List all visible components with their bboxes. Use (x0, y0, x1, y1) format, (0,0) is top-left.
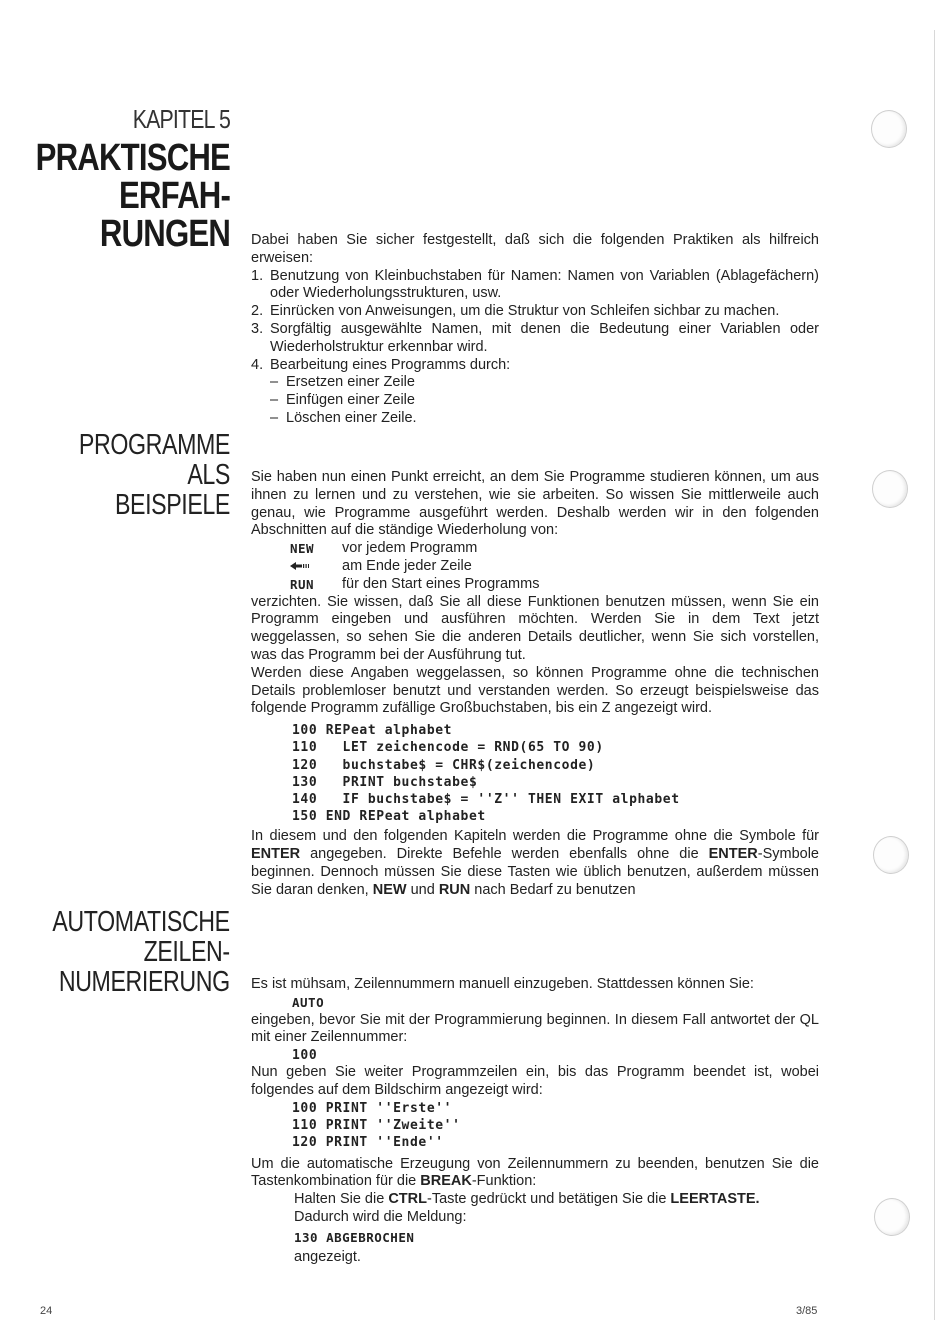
section-heading-numerierung-line-2: ZEILEN- (143, 936, 230, 968)
enter-key-icon (290, 561, 312, 571)
auto-command: AUTO (292, 994, 325, 1010)
code-line: 150 END REPeat alphabet (292, 809, 486, 825)
section-praktiken-intro: Dabei haben Sie sicher festgestellt, daß sich die folgenden Praktiken als hilfreich erweisen: (251, 232, 819, 266)
section-heading-numerierung-line-3: NUMERIERUNG (59, 966, 230, 998)
page-edge-line (934, 30, 935, 1320)
code-line: 120 PRINT ''Ende'' (292, 1135, 444, 1151)
paragraph: Sie haben nun einen Punkt erreicht, an dem Sie Programme studieren können, um aus ihnen zu lernen und zu verstehen, wie sie arbeiten. So wissen Sie mittlerweile auch genau, wie Programme ausgeführt werden. Deshalb werden wir in den folgenden Abschnitten auf die ständige Wiederholung von: (251, 469, 819, 539)
code-line: 130 PRINT buchstabe$ (292, 774, 478, 790)
code-line: 140 IF buchstabe$ = ''Z'' THEN EXIT alphabet (292, 791, 680, 807)
paragraph: Um die automatische Erzeugung von Zeilennummern zu beenden, benutzen Sie die Tastenkombination für die BREAK-Funktion: (251, 1155, 819, 1190)
code-line: 120 buchstabe$ = CHR$(zeichencode) (292, 757, 596, 773)
sub-list-item: – Einfügen einer Zeile (270, 392, 415, 409)
chapter-heading (0, 104, 230, 253)
paragraph: Es ist mühsam, Zeilennummern manuell einzugeben. Stattdessen können Sie: (251, 976, 754, 992)
list-item: 3. Sorgfältig ausgewählte Namen, mit denen die Bedeutung einer Variablen oder Wiederholstruktur erkennbar wird. (251, 320, 819, 355)
code-line: 110 LET zeichencode = RND(65 TO 90) (292, 740, 604, 756)
paragraph: eingeben, bevor Sie mit der Programmierung beginnen. In diesem Fall antwortet der QL mit einer Zeilennummer: (251, 1011, 819, 1046)
section-beispiele (251, 469, 819, 900)
paragraph: Werden diese Angaben weggelassen, so können Programme ohne die technischen Details problemloser benutzt und verstanden werden. So erzeugt beispielsweise das folgende Programm zufällige Großbuchstaben, bis ein Z angezeigt wird. (251, 664, 819, 717)
break-message: 130 ABGEBROCHEN (294, 1229, 415, 1245)
list-item: am Ende jeder Zeile (251, 558, 819, 576)
section-praktiken (251, 232, 819, 428)
paragraph: verzichten. Sie wissen, daß Sie all diese Funktionen benutzen müssen, wenn Sie ein Programm eingeben und ausführen möchten. Werden Sie in dem Text jetzt weggelassen, so sehen Sie die anderen Details deutlicher, wenn Sie sich vorstellen, was das Programm bei der Ausführung tut. (251, 593, 819, 663)
list-item: 1. Benutzung von Kleinbuchstaben für Namen: Namen von Variablen (Ablagefächern) oder Wiederholungsstrukturen, usw. (251, 267, 819, 302)
code-line: 100 REPeat alphabet (292, 723, 453, 739)
sub-list-item: – Ersetzen einer Zeile (270, 374, 415, 391)
binder-hole-3 (873, 836, 909, 874)
section-heading-beispiele-line-2: BEISPIELE (114, 489, 230, 521)
list-item: 4. Bearbeitung eines Programms durch: (251, 356, 511, 373)
chapter-title-line-1: PRAKTISCHE (35, 137, 230, 179)
section-numerierung (251, 976, 819, 1266)
sub-list-item: – Löschen einer Zeile. (270, 409, 417, 426)
section-heading-numerierung (8, 907, 230, 997)
list-item: RUN für den Start eines Programms (290, 575, 540, 592)
list-item: NEW vor jedem Programm (290, 540, 478, 557)
binder-hole-1 (871, 110, 907, 148)
line-number-100: 100 (292, 1048, 318, 1064)
chapter-title-line-3: RUNGEN (99, 213, 231, 255)
code-line: 100 PRINT ''Erste'' (292, 1100, 453, 1116)
binder-hole-2 (872, 470, 908, 508)
break-instructions: Halten Sie die CTRL-Taste gedrückt und betätigen Sie die LEERTASTE. Dadurch wird die Meldung: 130 ABGEBROCHEN angezeigt. (251, 1191, 819, 1266)
code-block-alphabet (251, 722, 819, 825)
paragraph: In diesem und den folgenden Kapiteln werden die Programme ohne die Symbole für ENTER angegeben. Direkte Befehle werden ebenfalls ohne die ENTER-Symbole beginnen. Dennoch müssen Sie diese Tasten wie üblich benutzen, außerdem müssen Sie daran denken, NEW und RUN nach Bedarf zu benutzen (251, 828, 819, 898)
section-heading-beispiele (0, 430, 230, 520)
list-item: 2. Einrücken von Anweisungen, um die Struktur von Schleifen sichbar zu machen. (251, 303, 780, 320)
section-heading-numerierung-line-1: AUTOMATISCHE (52, 906, 230, 938)
paragraph: Nun geben Sie weiter Programmzeilen ein, bis das Programm beendet ist, wobei folgendes auf dem Bildschirm angezeigt wird: (251, 1064, 819, 1099)
binder-hole-4 (874, 1198, 910, 1236)
code-block-print (251, 1100, 819, 1152)
chapter-label: KAPITEL 5 (132, 104, 230, 134)
section-heading-beispiele-line-1: PROGRAMME ALS (78, 429, 230, 491)
page-number: 24 (40, 1305, 53, 1317)
edition-date: 3/85 (796, 1305, 818, 1317)
chapter-title-line-2: ERFAH- (118, 175, 230, 217)
code-line: 110 PRINT ''Zweite'' (292, 1118, 461, 1134)
